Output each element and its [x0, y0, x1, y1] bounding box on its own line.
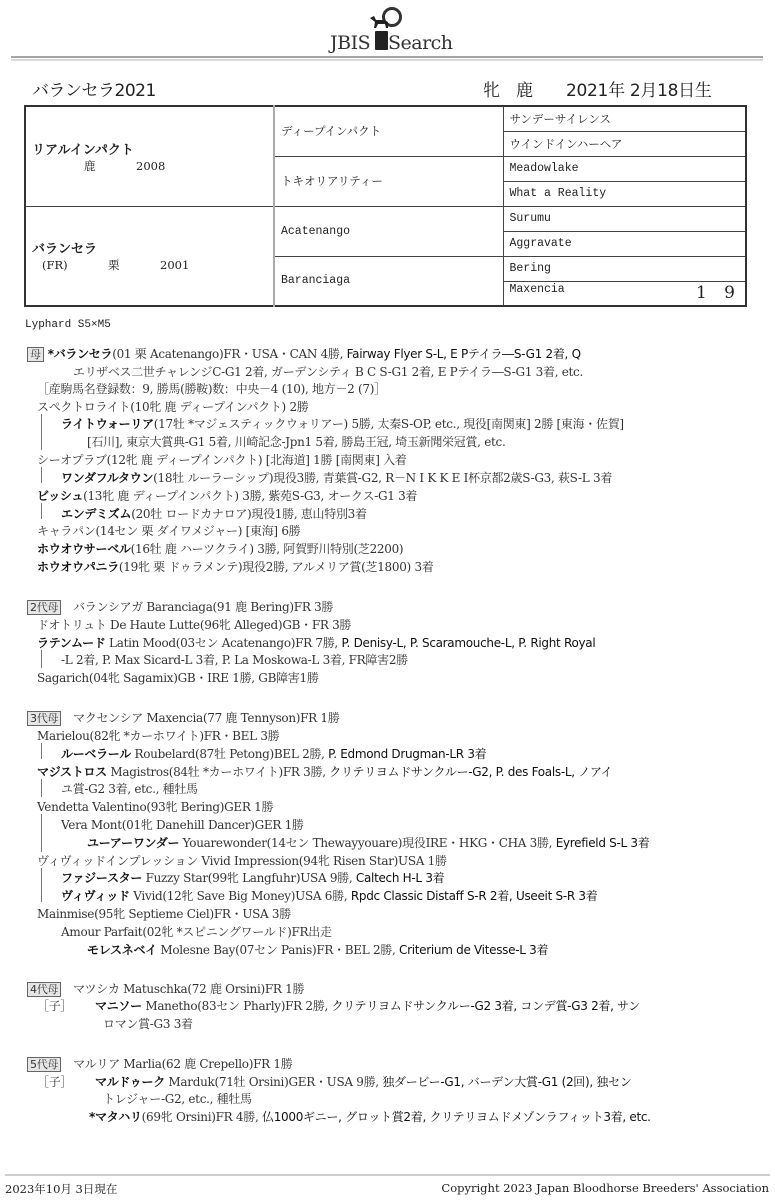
horse-link[interactable]: マニソー: [95, 999, 142, 1013]
second-dam-line: [27, 599, 333, 615]
offspring-line: ヴィヴィッドインプレッション Vivid Impression(94牝 Risen Star)USA 1勝: [37, 854, 447, 868]
offspring-line: キャラパン(14セン 栗 ダイワメジャー) [東海] 6勝: [37, 524, 301, 538]
header-divider: [11, 56, 763, 58]
dam-line: [27, 346, 581, 362]
horse-link[interactable]: マルドゥーク: [95, 1075, 165, 1089]
horse-info: バランシアガ Baranciaga(91 鹿 Bering)FR 3勝: [73, 600, 334, 614]
pedigree-table: [24, 105, 747, 307]
offspring-line-cont: [石川], 東京大賞典-G1 5着, 川崎記念-Jpn1 5着, 勝島王冠, 埼玉新聞栄冠賞, etc.: [87, 435, 506, 449]
child-tag: ［子］: [37, 999, 73, 1013]
offspring-line: [37, 1074, 632, 1090]
pedigree-g3: Maxencia: [509, 283, 565, 297]
horse-info: (19牝 栗 ドゥラメンテ)現役2勝, アルメリア賞(芝1800) 3着: [118, 560, 434, 574]
offspring-line: [37, 635, 595, 651]
horse-info: Manetho(83セン Pharly)FR 2勝,: [141, 999, 328, 1013]
sire-color: 鹿: [84, 158, 96, 173]
horse-sex: 牝: [483, 81, 500, 101]
horse-link[interactable]: ルーベラール: [61, 747, 131, 761]
race-record: Eyrefield S-L 3着: [552, 836, 650, 850]
offspring-line: Vendetta Valentino(93牝 Bering)GER 1勝: [37, 800, 274, 814]
fifth-dam-tag: 5代母: [27, 1057, 61, 1072]
race-record: クリテリヨムドサンクルー-G2, P. des Foals-L, ノアイ: [325, 765, 613, 779]
horse-link[interactable]: マジストロス: [37, 765, 107, 779]
star-mark: *: [47, 347, 54, 361]
race-record: 仏1000ギニー, グロット賞2着, クリテリヨムドメゾンラフィット3着, etc.: [258, 1110, 651, 1124]
horse-title-row: [32, 76, 732, 102]
race-record: Caltech H-L 3着: [352, 871, 445, 885]
race-record: P. Denisy-L, P. Scaramouche-L, P. Right Royal: [337, 636, 596, 650]
horse-info: Roubelard(87牡 Petong)BEL 2勝,: [130, 747, 325, 761]
progeny-summary: ［産駒馬名登録数：9, 勝馬(勝鞍)数：中央－4 (10), 地方－2 (7)］: [37, 382, 386, 396]
tree-line: [41, 650, 42, 668]
dam-color: 栗: [108, 258, 120, 273]
offspring-line-cont: ユ賞-G2 3着, etc., 種牡馬: [61, 782, 198, 796]
pedigree-g3: Aggravate: [503, 231, 746, 256]
horse-link[interactable]: モレスネベイ: [87, 943, 157, 957]
fourth-dam-line: [27, 981, 304, 997]
offspring-line: [87, 835, 649, 851]
race-record: Rpdc Classic Distaff S-R 2着, Useeit S-R 3着: [347, 889, 598, 903]
child-tag: ［子］: [37, 1075, 73, 1089]
horse-info: (13牝 鹿 ディープインパクト) 3勝, 紫苑S-G3, オークス-G1 3着: [83, 489, 418, 503]
horse-info: Marduk(71牡 Orsini)GER・USA 9勝,: [164, 1075, 379, 1089]
offspring-line: [89, 1109, 651, 1125]
race-record: 独ダービー-G1, バーデン大賞-G1 (2回), 独セン: [378, 1075, 632, 1089]
offspring-line: シーオプラブ(12牝 鹿 ディープインパクト) [北海道] 1勝 [南関東] 入着: [37, 453, 407, 467]
copyright: Copyright 2023 Japan Bloodhorse Breeders' Association: [441, 1181, 769, 1195]
horse-link[interactable]: エンデミズム: [61, 507, 132, 521]
horse-link[interactable]: ワンダフルタウン: [61, 471, 154, 485]
horse-link[interactable]: ユーアーワンダー: [87, 836, 180, 850]
jbis-search-logo[interactable]: [330, 6, 460, 54]
race-record: P. Edmond Drugman-LR 3着: [324, 747, 487, 761]
tree-line: [41, 743, 42, 759]
offspring-line: [61, 416, 624, 432]
horse-info: Fuzzy Star(99牝 Langfuhr)USA 9勝,: [142, 871, 353, 885]
race-record: クリテリヨムドサンクルー-G2 3着, コンデ賞-G3 2着, サン: [327, 999, 640, 1013]
offspring-line: [61, 888, 597, 904]
third-dam-line: [27, 710, 339, 726]
horse-name: バランセラ2021: [32, 81, 156, 101]
horse-info: (69牝 Orsini)FR 4勝,: [141, 1110, 259, 1124]
third-dam-tag: 3代母: [27, 711, 61, 726]
logo-text-search: Search: [388, 32, 453, 54]
horse-info: Vivid(12牝 Save Big Money)USA 6勝,: [129, 889, 348, 903]
horse-color: 鹿: [516, 81, 533, 101]
offspring-line: [37, 764, 612, 780]
second-dam-tag: 2代母: [27, 600, 61, 615]
offspring-line-cont: -L 2着, P. Max Sicard-L 3着, P. La Moskowa-L 3着, FR障害2勝: [61, 653, 408, 667]
star-mark: *: [89, 1110, 95, 1124]
pedigree-g3: Bering: [503, 256, 746, 281]
horse-info: (16牡 鹿 ハーツクライ) 3勝, 阿賀野川特別(芝2200): [130, 542, 404, 556]
horse-link[interactable]: ファジースター: [61, 871, 143, 885]
horse-icon: [368, 16, 390, 30]
offspring-line: [37, 559, 434, 575]
tree-line: [41, 414, 42, 450]
logo-can-icon: [375, 31, 388, 50]
pedigree-dam-sire: Acatenango: [274, 206, 503, 256]
horse-link[interactable]: バランセラ: [53, 347, 113, 361]
offspring-line: [37, 541, 403, 557]
horse-info: マルリア Marlia(62 鹿 Crepello)FR 1勝: [73, 1057, 293, 1071]
pedigree-sire-sire: ディープインパクト: [274, 106, 503, 156]
horse-info: (01 栗 Acatenango)FR・USA・CAN 4勝,: [112, 347, 344, 361]
horse-link[interactable]: ホウオウパニラ: [37, 560, 119, 574]
horse-info: マクセンシア Maxencia(77 鹿 Tennyson)FR 1勝: [73, 711, 340, 725]
pedigree-g3: Surumu: [503, 206, 746, 231]
offspring-line: Vera Mont(01牝 Danehill Dancer)GER 1勝: [61, 818, 304, 832]
offspring-line: [61, 746, 486, 762]
offspring-line: Amour Parfait(02牝 *スピニングワールド)FR出走: [61, 925, 332, 939]
horse-info: (20牡 ロードカナロア)現役1勝, 恵山特別3着: [131, 507, 367, 521]
header-divider-shadow: [11, 59, 763, 61]
horse-info: マツシカ Matuschka(72 鹿 Orsini)FR 1勝: [73, 982, 305, 996]
fifth-dam-line: [27, 1056, 292, 1072]
footer-divider: [5, 1174, 770, 1176]
dam-year: 2001: [160, 258, 190, 273]
dam-country: (FR): [42, 258, 68, 273]
pedigree-sire-dam: トキオリアリティー: [274, 156, 503, 206]
dam-name: バランセラ: [32, 242, 98, 258]
horse-info: (18牡 ルーラーシップ)現役3勝, 青葉賞-G2, R－N I K K E I杯京都2歳S-G3, 萩S-L 3着: [153, 471, 613, 485]
offspring-line: ドオトリュト De Haute Lutte(96牝 Alleged)GB・FR 3勝: [37, 618, 352, 632]
sire-name: リアルインパクト: [32, 142, 134, 158]
offspring-line: [37, 488, 417, 504]
pedigree-sire: [25, 106, 274, 206]
offspring-line-cont: ロマン賞-G3 3着: [103, 1017, 193, 1031]
pedigree-g3: What a Reality: [503, 181, 746, 206]
horse-info: (17牡 *マジェスティックウォリアー) 5勝, 太秦S-OP, etc., 現役[南関東] 2勝 [東海・佐賀]: [153, 417, 624, 431]
family-number: 1 9: [695, 283, 741, 304]
horse-link[interactable]: ビッシュ: [37, 489, 84, 503]
fourth-dam-tag: 4代母: [27, 982, 61, 997]
offspring-line: スペクトロライト(10牝 鹿 ディープインパクト) 2勝: [37, 400, 309, 414]
dam-line-cont: エリザベス二世チャレンジC-G1 2着, ガーデンシティ B C S-G1 2着, E Pテイラ―S-G1 3着, etc.: [73, 365, 583, 379]
dam-tag: 母: [27, 347, 44, 362]
race-record: Fairway Flyer S-L, E Pテイラ―S-G1 2着, Q: [343, 347, 581, 361]
sire-year: 2008: [136, 158, 166, 173]
tree-line: [41, 503, 42, 519]
horse-info: Latin Mood(03セン Acatenango)FR 7勝,: [105, 636, 338, 650]
pedigree-dam-dam: Baranciaga: [274, 256, 503, 306]
race-record: Criterium de Vitesse-L 3着: [395, 943, 549, 957]
tree-line: [41, 814, 42, 852]
pedigree-g3: ウインドインハーヘア: [503, 131, 746, 156]
horse-info: Magistros(84牡 *カーホワイト)FR 3勝,: [106, 765, 326, 779]
horse-link[interactable]: ヴィヴィッド: [61, 889, 130, 903]
offspring-line: [37, 998, 640, 1014]
horse-birthdate: 2021年 2月18日生: [566, 81, 712, 101]
site-header: [0, 0, 775, 60]
offspring-line: Marielou(82牝 *カーホワイト)FR・BEL 3勝: [37, 729, 280, 743]
logo-text-jbis: JBIS: [330, 32, 371, 54]
offspring-line: Sagarich(04牝 Sagamix)GB・IRE 1勝, GB障害1勝: [37, 671, 319, 685]
tree-line: [41, 868, 42, 902]
offspring-line: Mainmise(95牝 Septieme Ciel)FR・USA 3勝: [37, 907, 291, 921]
offspring-line: [87, 942, 548, 958]
tree-line: [41, 779, 42, 797]
as-of-date: 2023年10月 3日現在: [5, 1182, 118, 1196]
pedigree-g3-last: [503, 281, 746, 306]
horse-info: Molesne Bay(07セン Panis)FR・BEL 2勝,: [156, 943, 396, 957]
horse-link[interactable]: マタハリ: [94, 1110, 142, 1124]
offspring-line: [61, 470, 612, 486]
tree-line: [41, 467, 42, 483]
pedigree-dam: [25, 206, 274, 306]
horse-link[interactable]: ラテンムード: [37, 636, 106, 650]
horse-info: Youarewonder(14セン Thewayyouare)現役IRE・HKG・CHA 3勝,: [179, 836, 553, 850]
pedigree-g3: サンデーサイレンス: [503, 106, 746, 131]
horse-link[interactable]: ライトウォーリア: [61, 417, 154, 431]
pedigree-g3: Meadowlake: [503, 156, 746, 181]
inbreeding-note: Lyphard S5×M5: [25, 319, 111, 331]
offspring-line-cont: トレジャー-G2, etc., 種牡馬: [103, 1092, 252, 1106]
offspring-line: [61, 506, 367, 522]
horse-link[interactable]: ホウオウサーベル: [37, 542, 131, 556]
offspring-line: [61, 870, 444, 886]
